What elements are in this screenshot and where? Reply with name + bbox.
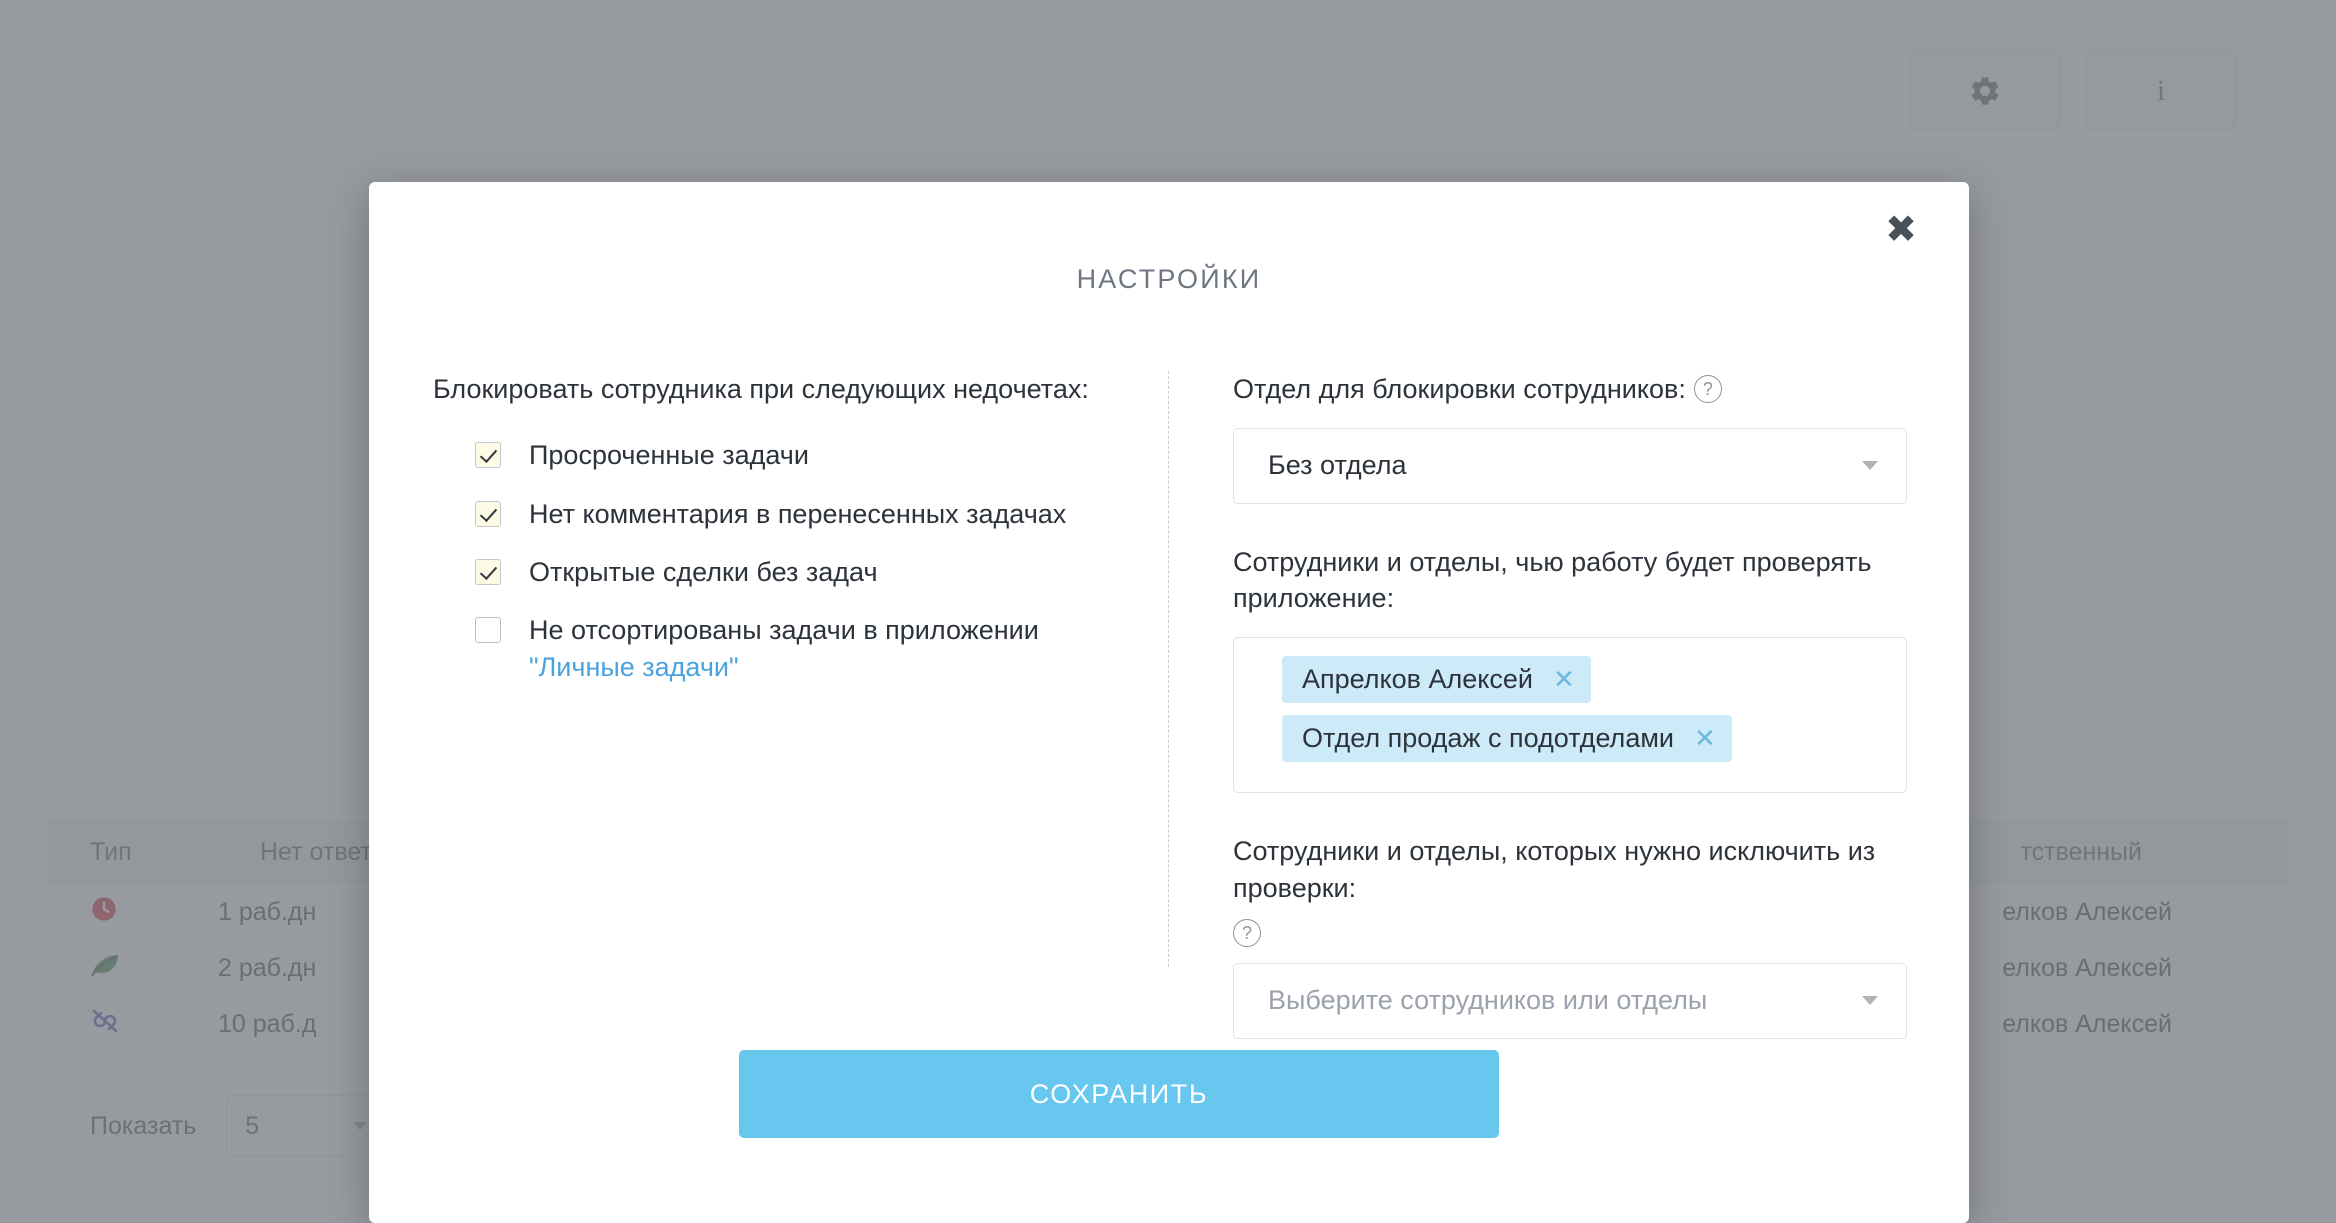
exclude-label-row [1233,833,1907,942]
checkbox-label-wrapper [529,612,1039,685]
remove-tag-icon[interactable]: ✕ [1693,723,1716,754]
checkbox-overdue-tasks[interactable] [475,442,501,468]
checkbox-label: Не отсортированы задачи в приложении [529,615,1039,646]
tag-label: Отдел продаж с подотделами [1302,723,1674,754]
include-label-row [1233,544,1907,617]
block-conditions-list [433,437,1132,685]
checkbox-no-comment[interactable] [475,501,501,527]
checkbox-label: Нет комментария в перенесенных задачах [529,498,1067,529]
checkbox-row-overdue-tasks[interactable] [433,437,1132,473]
help-icon[interactable]: ? [1233,919,1261,947]
include-label: Сотрудники и отделы, чью работу будет проверять приложение: [1233,546,1872,614]
dialog-title: НАСТРОЙКИ [1076,264,1262,294]
department-label: Отдел для блокировки сотрудников: [1233,374,1686,404]
checkbox-unsorted-tasks[interactable] [475,617,501,643]
block-conditions-column [433,371,1169,967]
tag-item[interactable] [1282,656,1591,703]
checkbox-row-open-deals[interactable] [433,554,1132,590]
settings-dialog [369,182,1969,1223]
checkbox-row-no-comment[interactable] [433,496,1132,532]
chevron-down-icon [1862,461,1878,470]
help-icon[interactable]: ? [1694,375,1722,403]
checkbox-open-deals[interactable] [475,559,501,585]
exclude-select[interactable] [1233,963,1907,1039]
close-icon[interactable]: ✖ [1885,207,1917,251]
department-select-value: Без отдела [1268,450,1407,481]
department-label-row [1233,371,1907,408]
checkbox-label: Просроченные задачи [529,440,809,471]
exclude-select-placeholder: Выберите сотрудников или отделы [1268,985,1708,1016]
remove-tag-icon[interactable]: ✕ [1553,664,1575,695]
scope-settings-column [1169,371,1907,1016]
checkbox-row-unsorted-tasks[interactable] [433,612,1132,685]
exclude-label: Сотрудники и отделы, которых нужно исключить из проверки: [1233,836,1876,903]
include-tags-field[interactable] [1233,637,1907,793]
checkbox-label: Открытые сделки без задач [529,557,878,588]
block-conditions-heading: Блокировать сотрудника при следующих недочетах: [433,374,1089,404]
tag-label: Апрелков Алексей [1302,664,1533,695]
tag-item[interactable] [1282,715,1732,762]
dialog-body [369,371,1969,1016]
chevron-down-icon [1862,996,1878,1005]
save-button[interactable]: СОХРАНИТЬ [739,1050,1499,1138]
department-select[interactable] [1233,428,1907,504]
personal-tasks-link[interactable]: "Личные задачи" [529,651,739,682]
